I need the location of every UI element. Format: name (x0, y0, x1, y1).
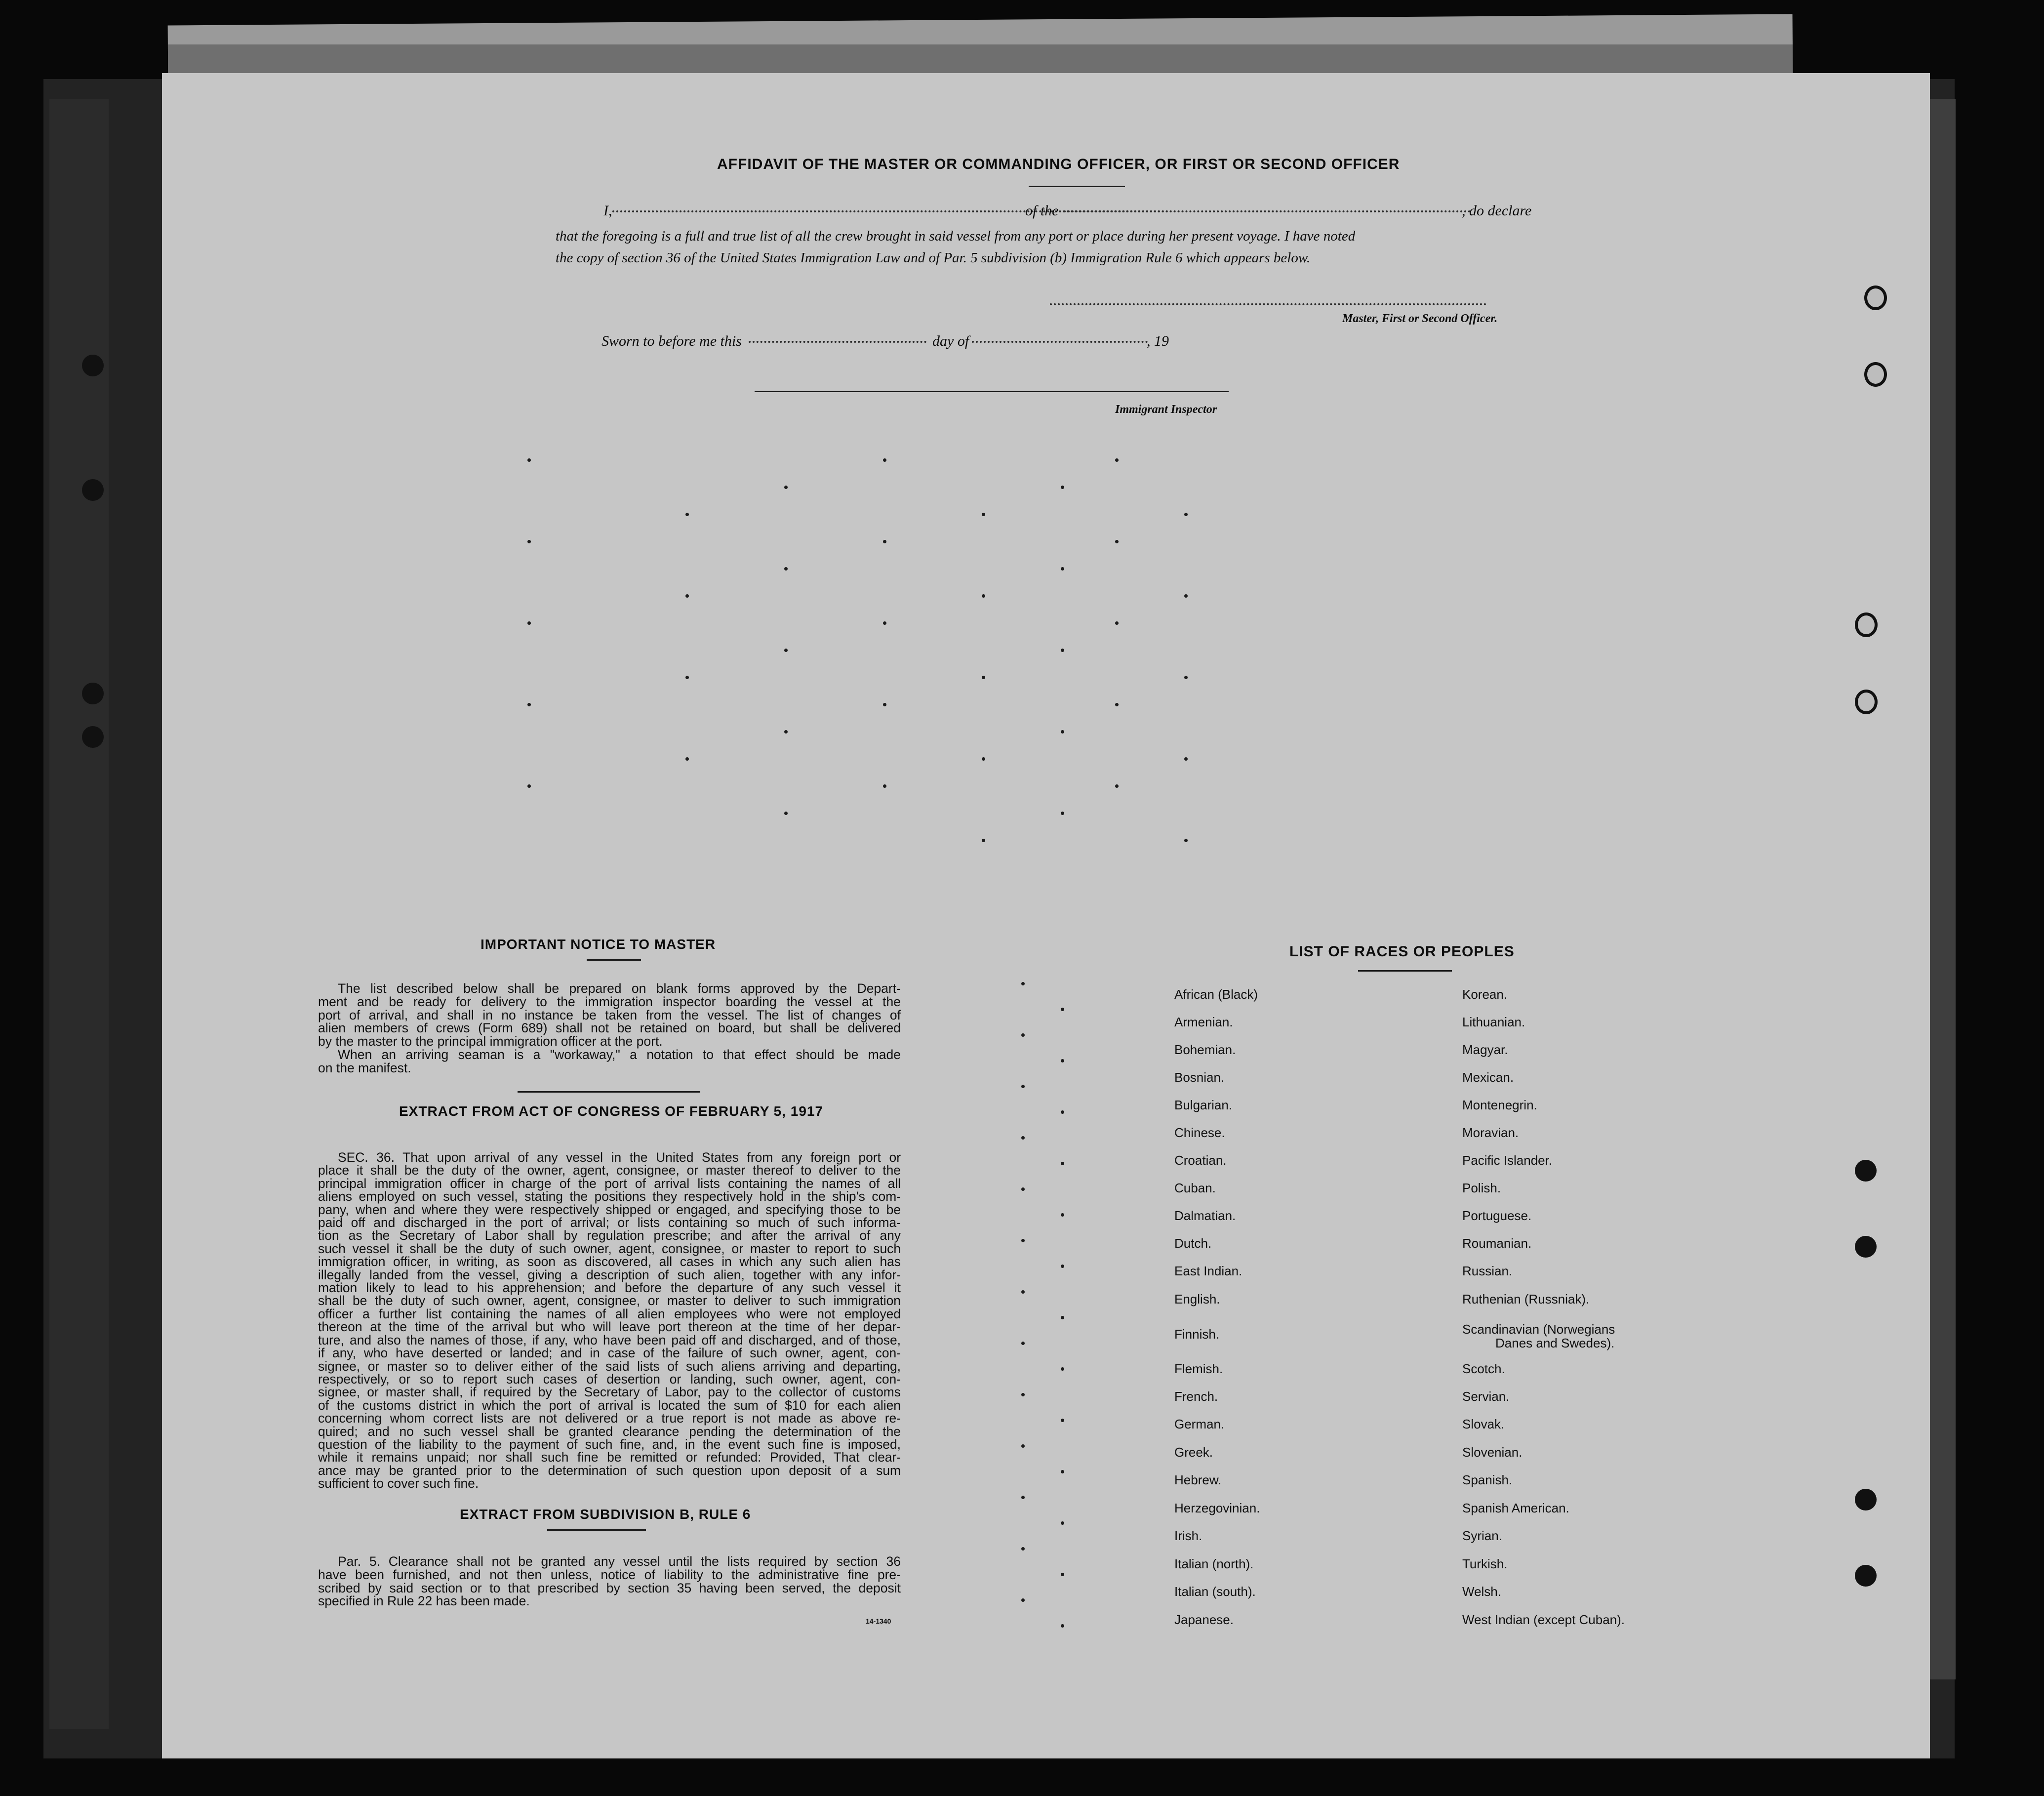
grid-dot (784, 649, 788, 652)
punch-hole (1855, 1565, 1877, 1587)
affidavit-title: AFFIDAVIT OF THE MASTER OR COMMANDING OFFICER, OR FIRST OR SECOND OFFICER (717, 156, 1400, 172)
text-line: such vessel it shall be the duty of such owner, agent, consignee, or master to report to such (318, 1241, 901, 1256)
act-title: EXTRACT FROM ACT OF CONGRESS OF FEBRUARY 5, 1917 (399, 1103, 824, 1119)
race-item: Russian. (1462, 1264, 1513, 1278)
race-item: Dutch. (1174, 1236, 1212, 1251)
text-line: officer a further list containing the names of all alien employees who were not employed (318, 1306, 901, 1321)
grid-dot (784, 730, 788, 734)
grid-dot (1021, 1598, 1025, 1602)
race-item: Cuban. (1174, 1181, 1216, 1195)
grid-dot (883, 703, 886, 706)
race-item: Bosnian. (1174, 1070, 1225, 1085)
grid-dot (527, 784, 531, 788)
grid-dot (1021, 1444, 1025, 1448)
text-line: mation likely to lead to his apprehension; and before the departure of any such vessel it (318, 1280, 901, 1296)
race-item: Bulgarian. (1174, 1098, 1233, 1112)
grid-dot (1021, 1393, 1025, 1396)
text-line: pany, when and where they were respectively shipped or engaged, and specifying those to be (318, 1202, 901, 1217)
text-line: ture, and also the names of those, if any, who have been paid off and discharged, and of those, (318, 1332, 901, 1347)
race-item: Flemish. (1174, 1361, 1223, 1376)
text-line: question of the liability to the payment of such fine, and, in the event such fine is imposed, (318, 1436, 901, 1452)
race-item: African (Black) (1174, 987, 1258, 1002)
rule6-underline (547, 1529, 646, 1531)
grid-dot (527, 458, 531, 462)
text-line: The list described below shall be prepared on blank forms approved by the Depart- (338, 981, 901, 996)
grid-dot (1115, 540, 1119, 543)
race-item: Slovenian. (1462, 1445, 1523, 1460)
text-line: sufficient to cover such fine. (318, 1476, 479, 1491)
race-item: Scandinavian (Norwegians (1462, 1322, 1615, 1337)
text-line: respectively, or so to report such cases of desertion or landing, such owner, agent, con- (318, 1371, 901, 1387)
grid-dot (982, 513, 985, 516)
form-page (162, 73, 1930, 1758)
grid-dot (1115, 458, 1119, 462)
text-line: alien members of crews (Form 689) shall not be retained on board, but shall be delivered (318, 1020, 901, 1036)
grid-dot (982, 757, 985, 761)
grid-dot (1061, 1573, 1064, 1576)
text-line: tion as the Secretary of Labor shall by regulation prescribe; and after the arrival of any (318, 1228, 901, 1243)
text-line: ance may be granted prior to the determination of such question upon deposit of a sum (318, 1463, 901, 1478)
race-item: Spanish. (1462, 1472, 1513, 1487)
race-item: Lithuanian. (1462, 1015, 1525, 1029)
race-item: Pacific Islander. (1462, 1153, 1553, 1168)
race-item: Montenegrin. (1462, 1098, 1537, 1112)
month-blank[interactable] (972, 338, 1148, 343)
punch-hole (82, 726, 104, 748)
text-line: signee, or master so to deliver either of the said lists of such aliens arriving and departing, (318, 1358, 901, 1374)
text-line: principal immigration officer in charge of the port of arrival lists containing the names of all (318, 1176, 901, 1191)
grid-dot (1184, 676, 1188, 679)
text-line: of the customs district in which the port of arrival is located the sum of $10 for each alien (318, 1397, 901, 1413)
race-item: West Indian (except Cuban). (1462, 1612, 1625, 1627)
text-line: SEC. 36. That upon arrival of any vessel in the United States from any foreign port or (338, 1150, 901, 1165)
officer-signature-blank[interactable] (1050, 300, 1486, 305)
race-item: Polish. (1462, 1181, 1501, 1195)
day-of-label: day of (932, 333, 969, 349)
race-item: East Indian. (1174, 1264, 1242, 1278)
text-line: shall be the duty of such owner, agent, consignee, or master to deliver to such immigration (318, 1293, 901, 1308)
affidavit-do-declare: , do declare (1462, 203, 1532, 219)
grid-dot (982, 594, 985, 598)
punch-hole (1864, 286, 1887, 310)
grid-dot (1115, 621, 1119, 625)
text-line: quired; and no such vessel shall be granted clearance pending the determination of the (318, 1424, 901, 1439)
text-line: paid off and discharged in the port of arrival; or lists containing so much of such informa- (318, 1215, 901, 1230)
race-item: Dalmatian. (1174, 1208, 1236, 1223)
text-line: on the manifest. (318, 1060, 411, 1075)
race-item: English. (1174, 1292, 1220, 1306)
grid-dot (1061, 1110, 1064, 1114)
grid-dot (883, 784, 886, 788)
punch-hole (82, 355, 104, 376)
grid-dot (685, 676, 689, 679)
race-item: Moravian. (1462, 1125, 1519, 1140)
grid-dot (1061, 1008, 1064, 1011)
grid-dot (1115, 703, 1119, 706)
sworn-text: Sworn to before me this (601, 333, 742, 349)
grid-dot (1184, 513, 1188, 516)
race-item: Japanese. (1174, 1612, 1234, 1627)
inspector-signature-line[interactable] (755, 391, 1229, 392)
text-line: scribed by said section or to that prescribed by section 35 having been served, the deposit (318, 1580, 901, 1595)
race-item: Roumanian. (1462, 1236, 1532, 1251)
race-item: Spanish American. (1462, 1501, 1569, 1515)
text-line: aliens employed on such vessel, stating the positions they respectively hold in the ship's com- (318, 1189, 901, 1204)
punch-hole (82, 683, 104, 704)
race-item: Magyar. (1462, 1042, 1508, 1057)
grid-dot (527, 621, 531, 625)
text-line: illegally landed from the vessel, giving a description of such alien, together with any infor- (318, 1267, 901, 1282)
notice-body (318, 982, 901, 1075)
text-line: When an arriving seaman is a "workaway," a notation to that effect should be made (338, 1047, 901, 1062)
grid-dot (1061, 1162, 1064, 1165)
punch-hole (1855, 612, 1878, 637)
punch-hole (1864, 362, 1887, 387)
vessel-blank[interactable] (1064, 207, 1471, 212)
affidavit-of-the-label: of the (1025, 203, 1059, 219)
rule6-body (318, 1555, 901, 1608)
notice-underline (587, 959, 641, 961)
race-item: German. (1174, 1417, 1225, 1431)
punch-hole (1855, 690, 1878, 714)
grid-dot (1061, 1265, 1064, 1268)
text-line: if any, who have deserted or landed; and in case of the failure of such owner, agent, con- (318, 1346, 901, 1361)
grid-dot (1061, 1213, 1064, 1217)
grid-dot (1021, 1496, 1025, 1499)
race-item: Mexican. (1462, 1070, 1514, 1085)
grid-dot (1061, 730, 1064, 734)
grid-dot (883, 540, 886, 543)
race-item: Armenian. (1174, 1015, 1233, 1029)
text-line: specified in Rule 22 has been made. (318, 1593, 530, 1609)
text-line: immigration officer, in writing, as soon as discovered, all cases in which any such alien has (318, 1254, 901, 1269)
text-line: signee, or master shall, if required by the Secretary of Labor, pay to the collector of customs (318, 1385, 901, 1400)
section-divider (518, 1091, 700, 1093)
rule6-title: EXTRACT FROM SUBDIVISION B, RULE 6 (460, 1507, 751, 1522)
grid-dot (1061, 1419, 1064, 1422)
notice-title: IMPORTANT NOTICE TO MASTER (481, 937, 716, 952)
text-line: port of arrival, and shall in no instance be taken from the vessel. The list of changes of (318, 1007, 901, 1022)
year-prefix: , 19 (1147, 333, 1169, 349)
grid-dot (1061, 1059, 1064, 1062)
grid-dot (883, 621, 886, 625)
text-line: by the master to the principal immigration officer at the port. (318, 1034, 663, 1049)
race-item: Ruthenian (Russniak). (1462, 1292, 1590, 1306)
grid-dot (1061, 1521, 1064, 1525)
sworn-day-blank[interactable] (749, 338, 926, 343)
race-item: Danes and Swedes). (1495, 1336, 1615, 1350)
grid-dot (1021, 1136, 1025, 1140)
grid-dot (1061, 1367, 1064, 1371)
grid-dot (1184, 839, 1188, 842)
race-item: Greek. (1174, 1445, 1213, 1460)
grid-dot (982, 676, 985, 679)
race-item: Herzegovinian. (1174, 1501, 1260, 1515)
grid-dot (1021, 1547, 1025, 1551)
punch-hole (82, 479, 104, 501)
race-item: Chinese. (1174, 1125, 1225, 1140)
grid-dot (883, 458, 886, 462)
grid-dot (1184, 594, 1188, 598)
title-underline (1029, 186, 1125, 187)
affidavit-i-label: I, (603, 203, 612, 219)
grid-dot (1021, 1085, 1025, 1088)
text-line: have been furnished, and not then unless, notice of liability to the administrative fine pre- (318, 1567, 901, 1582)
grid-dot (685, 513, 689, 516)
race-item: Italian (north). (1174, 1556, 1254, 1571)
grid-dot (1061, 567, 1064, 571)
text-line: ment and be ready for delivery to the immigration inspector boarding the vessel at the (318, 994, 901, 1009)
race-item: Turkish. (1462, 1556, 1508, 1571)
race-item: Croatian. (1174, 1153, 1227, 1168)
grid-dot (1061, 486, 1064, 489)
grid-dot (1061, 812, 1064, 815)
punch-hole (1855, 1160, 1877, 1182)
grid-dot (1061, 1470, 1064, 1473)
grid-dot (784, 567, 788, 571)
act-body (318, 1151, 901, 1490)
race-item: Finnish. (1174, 1327, 1220, 1342)
text-line: place it shall be the duty of the owner, agent, consignee, or master thereof to deliver to the (318, 1163, 901, 1178)
affidavit-line3: the copy of section 36 of the United States Immigration Law and of Par. 5 subdivision (b) Immigration Rule 6 which appears below. (556, 250, 1311, 266)
grid-dot (527, 703, 531, 706)
race-item: Hebrew. (1174, 1472, 1222, 1487)
grid-dot (527, 540, 531, 543)
grid-dot (982, 839, 985, 842)
race-item: Italian (south). (1174, 1584, 1256, 1599)
grid-dot (1021, 1290, 1025, 1294)
race-item: Korean. (1462, 987, 1508, 1002)
grid-dot (1021, 1342, 1025, 1345)
grid-dot (784, 486, 788, 489)
grid-dot (784, 812, 788, 815)
text-line: Par. 5. Clearance shall not be granted any vessel until the lists required by section 36 (338, 1554, 901, 1569)
race-item: Bohemian. (1174, 1042, 1236, 1057)
affidavit-line2: that the foregoing is a full and true list of all the crew brought in said vessel from any port or place during her present voyage. I have noted (556, 228, 1356, 244)
race-item: Welsh. (1462, 1584, 1501, 1599)
race-item: Syrian. (1462, 1528, 1502, 1543)
race-item: Portuguese. (1462, 1208, 1532, 1223)
text-line: while it remains unpaid; nor shall such fine be remitted or refunded: Provided, That clear- (318, 1450, 901, 1465)
grid-dot (1184, 757, 1188, 761)
races-title: LIST OF RACES OR PEOPLES (1289, 943, 1515, 960)
text-line: thereon at the time of the arrival but who will leave port thereon at the time of her depar- (318, 1319, 901, 1335)
grid-dot (1061, 1624, 1064, 1628)
grid-dot (1061, 1316, 1064, 1319)
grid-dot (1115, 784, 1119, 788)
race-item: Slovak. (1462, 1417, 1505, 1431)
form-number: 14-1340 (866, 1617, 891, 1625)
races-underline (1358, 970, 1452, 972)
grid-dot (1021, 1033, 1025, 1037)
grid-dot (1021, 1187, 1025, 1191)
grid-dot (1021, 982, 1025, 985)
race-item: French. (1174, 1389, 1218, 1404)
grid-dot (685, 757, 689, 761)
grid-dot (1061, 649, 1064, 652)
inspector-caption: Immigrant Inspector (1115, 403, 1217, 416)
race-item: Scotch. (1462, 1361, 1505, 1376)
punch-hole (1855, 1489, 1877, 1510)
race-item: Irish. (1174, 1528, 1202, 1543)
grid-dot (1021, 1239, 1025, 1242)
race-item: Servian. (1462, 1389, 1510, 1404)
grid-dot (685, 594, 689, 598)
text-line: concerning whom correct lists are not delivered or a true report is not made as above re- (318, 1411, 901, 1426)
punch-hole (1855, 1236, 1877, 1258)
back-sheet-left-edge (49, 99, 109, 1729)
signer-caption: Master, First or Second Officer. (1342, 312, 1498, 325)
